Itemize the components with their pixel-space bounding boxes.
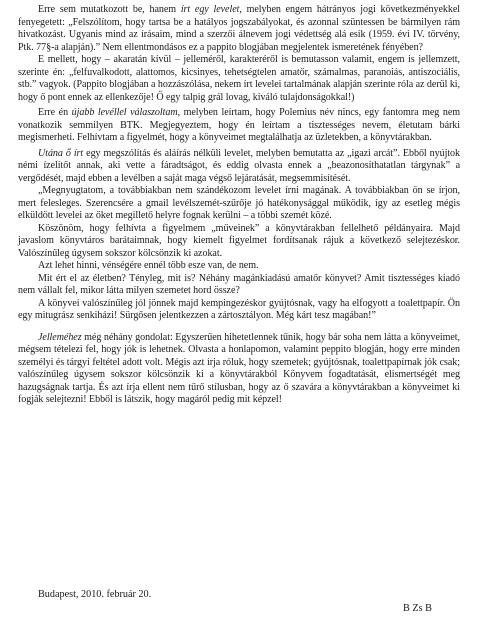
paragraph-text: , melyben leírtam, hogy Polemius név nincs, egy fantomra meg nem vonatkozik semmilyen BTK. Megjegyeztem, hogy én leírtam a tisztességes nevem, életutam bárki megismerheti. Felhívtam a figyelmét, hogy a könyveimet megtalálhatja az üzletekben, a könyvtárakban. [18,107,460,143]
emphasis-text: írt egy levelet [180,4,240,15]
paragraph [18,54,460,104]
emphasis-text: újabb levéllel válaszoltam [71,107,178,118]
paragraph [18,260,460,273]
paragraph [18,223,460,261]
paragraph-spacer [18,323,460,332]
letter-body [18,4,460,407]
paragraph [18,107,460,145]
paragraph-text: Erre sem mutatkozott be, hanem [38,4,181,15]
paragraph [18,273,460,298]
paragraph [18,332,460,407]
paragraph [18,298,460,323]
paragraph-text: Erre én [38,107,72,118]
paragraph [18,4,460,54]
letter-signature: B Zs B [403,603,432,614]
paragraph-text: E mellett, hogy – akaratán kívül – jelleméről, karakteréről is bemutasson valamit, engem is jellemzett, szerinte én: „felfuvalkodott, alattomos, kicsinyes, tehetségtelen amatőr, számalmas, paranoiás, antiszociális, stb.” vagyok. (Pappito blogjában a hozzászólása, nekem írt levelei tartalmának alapján szerinte rólа az derül ki, hogy ő pont ennek az ellenkezője! Ő egy talpig grál lovag, kiváló tulajdonságokkal!) [18,54,460,103]
paragraph-text: Mit ért el az életben? Tényleg, mit is? Néhány magánkiadású amatőr könyvet? Amit tisztességes kiadó nem vállalt fel, mikor látta milyen szemetet hord össze? [18,272,460,296]
emphasis-text: Utána ő írt [38,147,84,159]
paragraph [18,185,460,223]
paragraph-text: még néhány gondolat: Egyszerűen hihetetlennek tűnik, hogy bár soha nem látta a könyveimet, mégsem tételezi fel, hogy jók is lehetnek. Olvasta a honlapomon, valamint peppito blogján, hogy erre minden személyi és tárgyi feltétel adott volt. Mégis azt írja róluk, hogy szemetek; gyújtósnak, toalettpapírnak jók csak; valószínűleg úgysem sokszor kölcsönzik ki a könyvtárakból Könyvem fogadtatását, elismertségét meg hazugságnak tartja. És azt írja ellent nem tűrő stílusban, hogy az ő szavára a könyvtárakban a könyveimet ki fogják selejtezni! Ebből is látszik, hogy magáról pedig mit képzel! [18,331,460,405]
paragraph-text: egy megszólítás és aláírás nélküli levelet, melyben bemutatta az „igazi arcát”. Ebből nyújtok némi ízelítőt annak, aki vette a fáradtságot, és eddig olvasta ennek a „beazonosíthatatlan tárgynak” a vergődését, majd ebben a levélben a saját maga végső lejáratását, megsemmisítését. [18,147,461,184]
letter-date: Budapest, 2010. február 20. [38,589,152,600]
paragraph [18,148,460,186]
emphasis-text: Jelleméhez [38,331,82,343]
paragraph-text: „Megnyugtatom, a továbbiakban nem szándékozom levelet írni magának. A továbbiakban ön se írjon, mert felesleges. Szerencsére a gmail levélszemét-szűrője jó hatékonysággal működik, így az esetleg mégis elküldött levelei az őket megillető helyre fognak kerülni – a többi szemét közé. [18,185,460,221]
paragraph-text: , melyben engem hátrányos jogi következményekkel fenyegetett: „Felszólítom, hogy tartsa be a hatályos jogszabályokat, és azonnal szüntessen be bármilyen rám hivatkozást. Ugyanis mind az írásaim, mind a szerzői álnevem jogi védettség alá esik (1959. évi IV. törvény, Ptk. 77§-a alapján).” Nem ellentmondásos ez a pappito blogjában megjelentek ismeretének fényében? [18,4,460,53]
paragraph-text: Azt lehet hinni, vénségére ennél több esze van, de nem. [38,260,259,271]
paragraph-text: Köszönöm, hogy felhívta a figyelmem „műveinek” a könyvtárakban fellelhető példányaira. Majd javaslom könyvtáros barátaimnak, hogy kiemelt figyelmet fordítsanak rájuk a következő selejtezéskor. Valószínűleg úgysem sokszor kölcsönzik ki azokat. [18,222,460,259]
paragraph-text: A könyvei valószínűleg jól jönnek majd kempingezéskor gyújtósnak, vagy ha elfogyott a toalettpapír. Ön egy mitugrász senkiházi! Sürgősen jelentkezzen a zártosztályon. Még kárt tesz magában!” [18,297,460,321]
